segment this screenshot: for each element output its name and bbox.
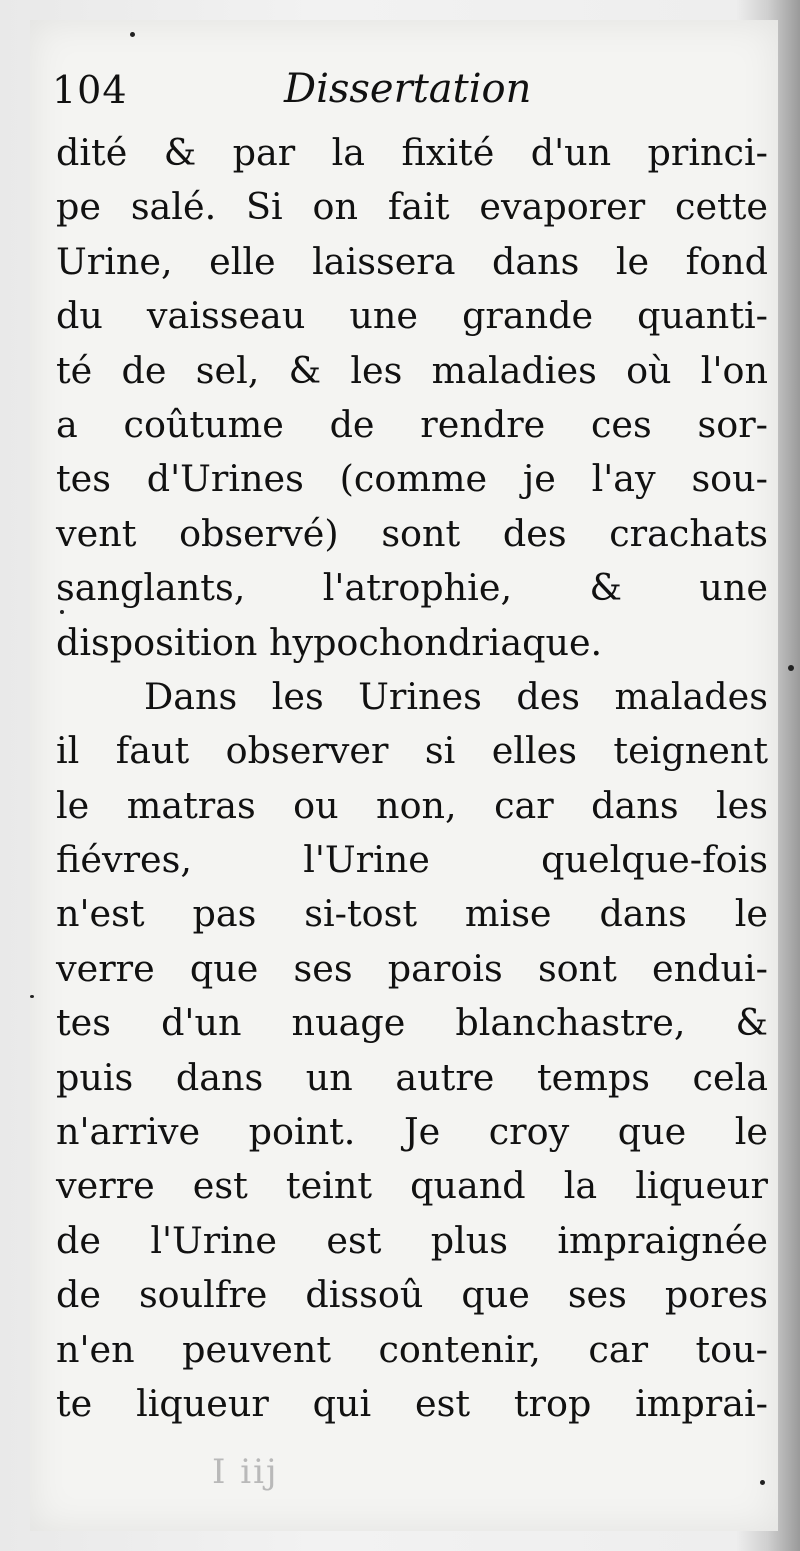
text-line: té de sel, & les maladies où l'on — [56, 348, 768, 392]
text-line: il faut observer si elles teignent — [56, 729, 768, 773]
text-line: disposition hypochondriaque. — [56, 620, 603, 664]
signature-mark: I iij — [212, 1452, 279, 1492]
text-line: pe salé. Si on fait evaporer cette — [56, 185, 768, 229]
text-line: le matras ou non, car dans les — [56, 783, 768, 827]
text-line: puis dans un autre temps cela — [56, 1055, 768, 1099]
text-line: verre est teint quand la liqueur — [56, 1164, 768, 1208]
ink-speck — [130, 32, 135, 37]
text-line: n'arrive point. Je croy que le — [56, 1110, 768, 1154]
text-line: verre que ses parois sont endui- — [56, 946, 768, 990]
body-text — [56, 126, 768, 1431]
text-line: du vaisseau une grande quanti- — [56, 294, 768, 338]
text-line: n'est pas si-tost mise dans le — [56, 892, 768, 936]
text-line: fiévres, l'Urine quelque-fois — [56, 838, 768, 882]
text-line: de l'Urine est plus impraignée — [56, 1218, 768, 1262]
paragraph-start-line: Dans les Urines des malades — [144, 674, 768, 718]
text-line: vent observé) sont des crachats — [56, 511, 768, 555]
text-line: n'en peuvent contenir, car tou- — [56, 1327, 768, 1371]
text-line: a coûtume de rendre ces sor- — [56, 402, 768, 446]
text-line: Urine, elle laissera dans le fond — [56, 239, 768, 283]
text-line: tes d'un nuage blanchastre, & — [56, 1001, 768, 1045]
ink-speck — [760, 1480, 765, 1485]
page-number: 104 — [52, 68, 128, 112]
text-line: tes d'Urines (comme je l'ay sou- — [56, 457, 768, 501]
ink-speck — [60, 610, 64, 614]
text-line: sanglants, l'atrophie, & une — [56, 566, 768, 610]
ink-speck — [788, 665, 794, 671]
text-line: dité & par la fixité d'un princi- — [56, 131, 768, 174]
running-title: Dissertation — [284, 66, 532, 112]
page-header — [52, 62, 652, 122]
ink-speck — [30, 995, 34, 998]
text-line: de soulfre dissoû que ses pores — [56, 1273, 768, 1317]
text-line: te liqueur qui est trop imprai- — [56, 1381, 768, 1425]
